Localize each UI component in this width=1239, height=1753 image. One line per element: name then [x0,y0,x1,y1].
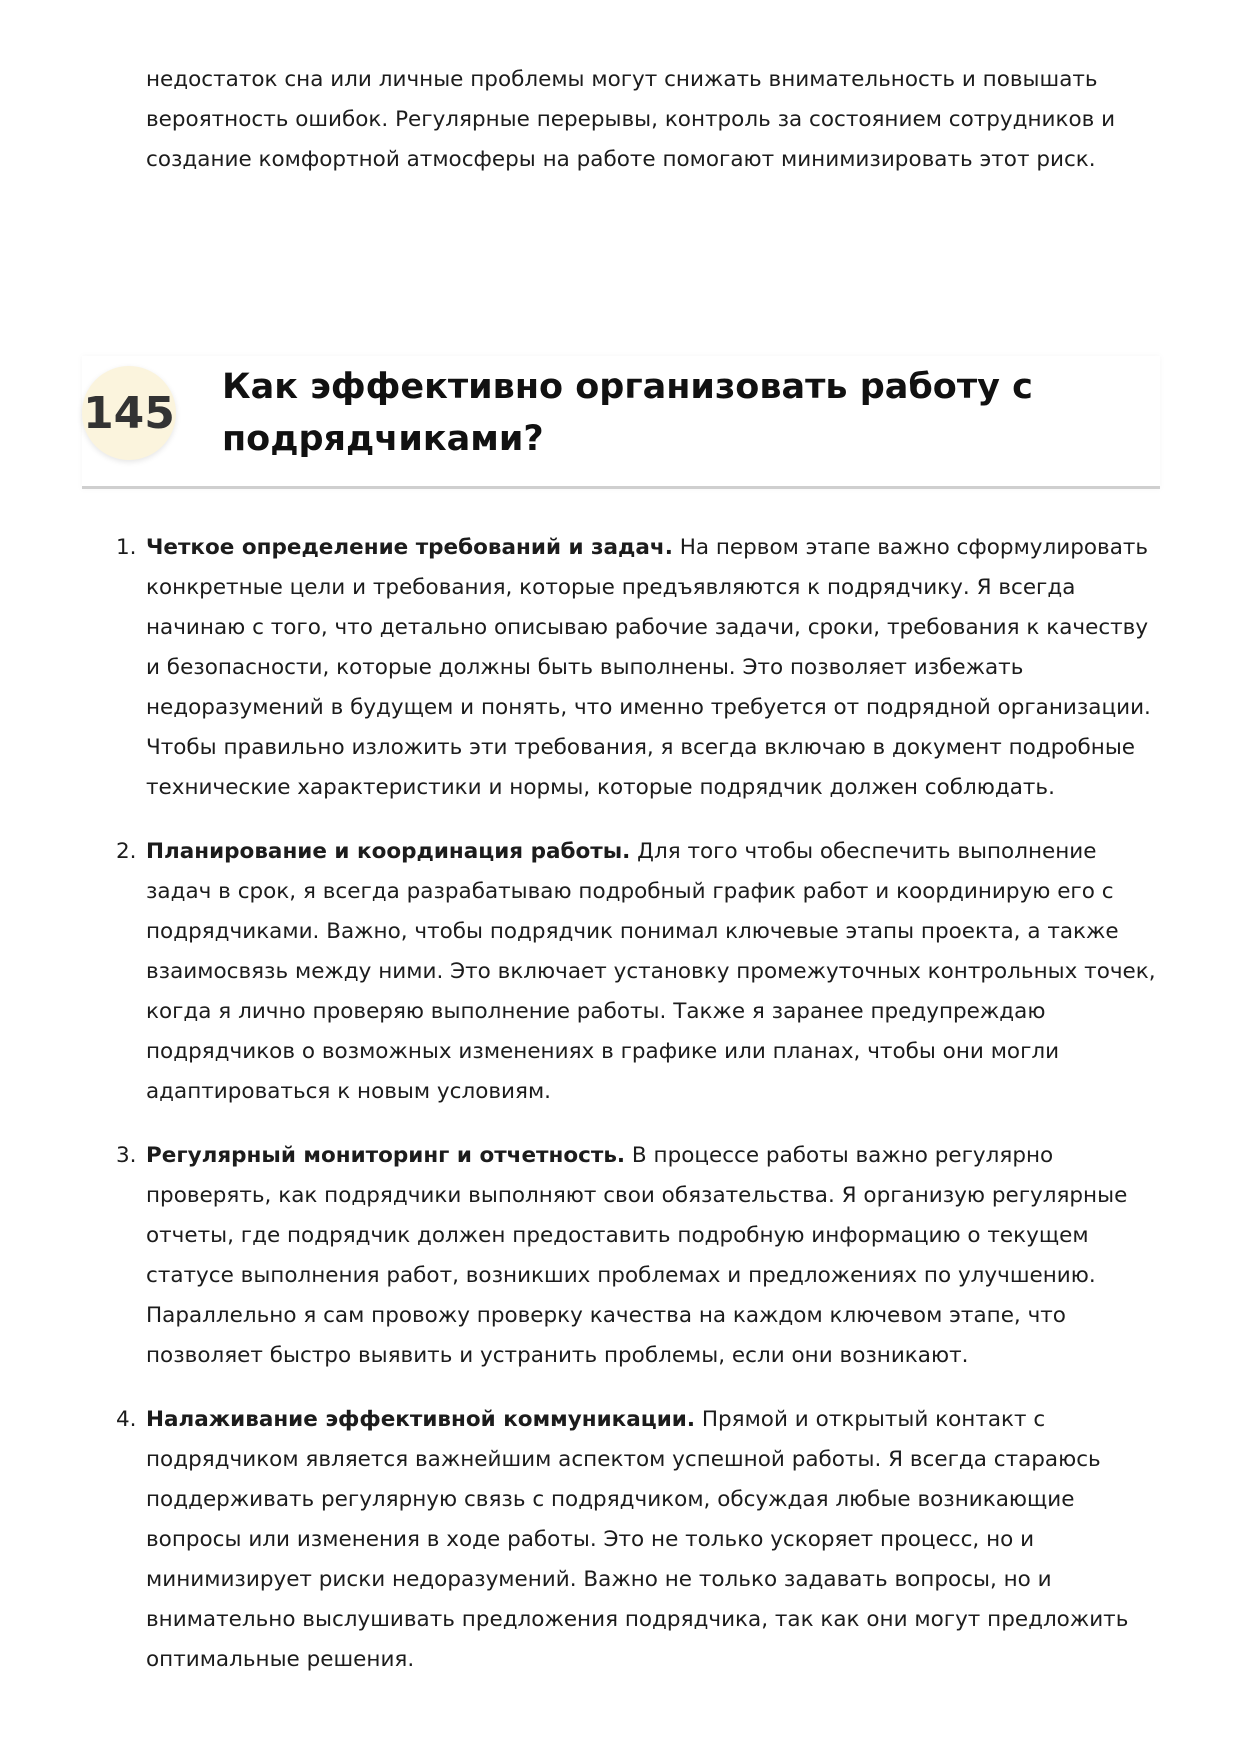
list-item-4 [116,1400,1160,1680]
section-header [82,356,1160,489]
list-item-text: На первом этапе важно сформулировать конкретные цели и требования, которые предъявляются к подрядчику. Я всегда начинаю с того, что детально описываю рабочие задачи, сроки, требования к качеству и безопасности, которые должны быть выполнены. Это позволяет избежать недоразумений в будущем и понять, что именно требуется от подрядной организации. Чтобы правильно изложить эти требования, я всегда включаю в документ подробные технические характеристики и нормы, которые подрядчик должен соблюдать. [146,535,1151,800]
intro-paragraph: недостаток сна или личные проблемы могут снижать внимательность и повышать вероятность ошибок. Регулярные перерывы, контроль за состоянием сотрудников и создание комфортной атмосферы на работе помогают минимизировать этот риск. [146,67,1116,172]
list-item-text: Для того чтобы обеспечить выполнение задач в срок, я всегда разрабатываю подробный график работ и координирую его с подрядчиками. Важно, чтобы подрядчик понимал ключевые этапы проекта, а также взаимосвязь между ними. Это включает установку промежуточных контрольных точек, когда я лично проверяю выполнение работы. Также я заранее предупреждаю подрядчиков о возможных изменениях в графике или планах, чтобы они могли адаптироваться к новым условиям. [146,839,1156,1104]
list-item-title: Планирование и координация работы. [146,839,631,864]
list-item-number: 2. [116,839,137,864]
section-number-badge: 145 [82,366,176,460]
list-item-1 [116,528,1160,808]
section-title: Как эффективно организовать работу с подрядчиками? [222,367,1033,459]
list-item-number: 4. [116,1407,137,1432]
list-item-2 [116,832,1160,1112]
list-item-text: В процессе работы важно регулярно проверять, как подрядчики выполняют свои обязательства. Я организую регулярные отчеты, где подрядчик должен предоставить подробную информацию о текущем статусе выполнения работ, возникших проблемах и предложениях по улучшению. Параллельно я сам провожу проверку качества на каждом ключевом этапе, что позволяет быстро выявить и устранить проблемы, если они возникают. [146,1143,1128,1368]
list-item-text: Прямой и открытый контакт с подрядчиком является важнейшим аспектом успешной работы. Я всегда стараюсь поддерживать регулярную связь с подрядчиком, обсуждая любые возникающие вопросы или изменения в ходе работы. Это не только ускоряет процесс, но и минимизирует риски недоразумений. Важно не только задавать вопросы, но и внимательно выслушивать предложения подрядчика, так как они могут предложить оптимальные решения. [146,1407,1129,1672]
list-item-title: Налаживание эффективной коммуникации. [146,1407,695,1432]
list-item-number: 3. [116,1143,137,1168]
list-item-title: Четкое определение требований и задач. [146,535,673,560]
list-item-title: Регулярный мониторинг и отчетность. [146,1143,626,1168]
numbered-list [116,528,1160,1704]
list-item-3 [116,1136,1160,1376]
list-item-number: 1. [116,535,137,560]
